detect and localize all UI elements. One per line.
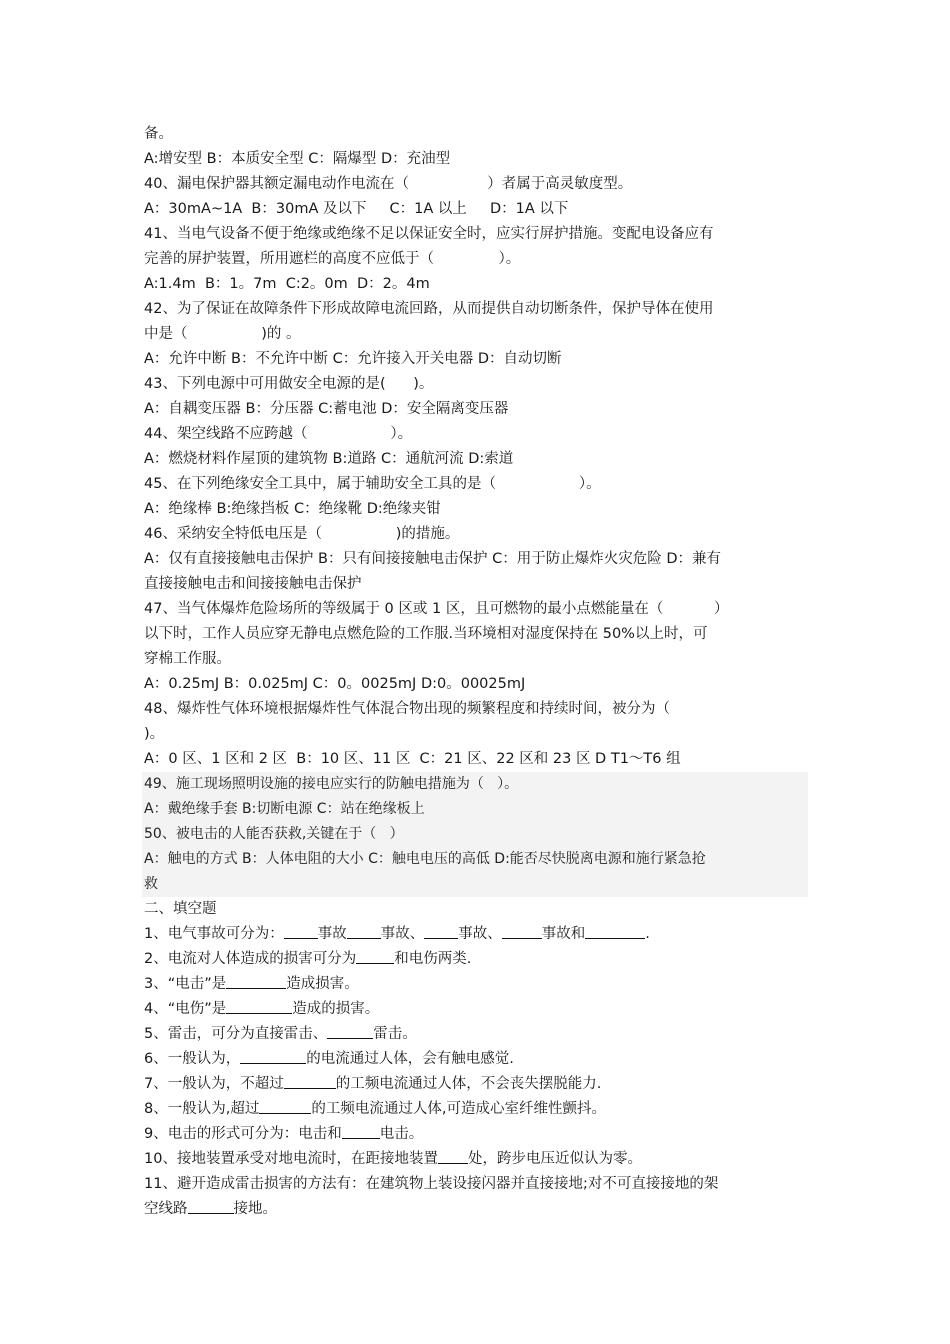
options-line: A：仅有直接接触电击保护 B：只有间接接触电击保护 C：用于防止爆炸火灾危险 D：兼有 [144,551,721,567]
options-line: A：绝缘棒 B:绝缘挡板 C：绝缘靴 D:绝缘夹钳 [144,501,441,517]
fill-question-5: 5、雷击，可分为直接雷击、 雷击。 [144,1022,808,1047]
question-47-cont: 穿棉工作服。 [144,651,231,667]
fill-question-10: 10、接地装置承受对地电流时，在距接地装置 处，跨步电压近似认为零。 [144,1147,808,1172]
answer-blank[interactable] [284,922,318,939]
text-line: 备。 [144,126,173,142]
question-41-cont: 完善的屏护装置，所用遮栏的高度不应低于（ ）。 [144,251,521,267]
answer-blank[interactable] [356,947,394,964]
document-body [144,122,808,1222]
highlighted-questions [142,772,808,897]
answer-blank[interactable] [585,922,645,939]
question-42: 42、为了保证在故障条件下形成故障电流回路，从而提供自动切断条件，保护导体在使用 [144,301,714,317]
answer-blank[interactable] [284,1072,336,1089]
answer-blank[interactable] [226,997,292,1014]
fill-question-7: 7、一般认为，不超过 的工频电流通过人体，不会丧失摆脱能力. [144,1072,808,1097]
question-49: 49、施工现场照明设施的接电应实行的防触电措施为（ ）。 [144,776,519,792]
question-48: 48、爆炸性气体环境根据爆炸性气体混合物出现的频繁程度和持续时间，被分为（ [144,701,670,717]
fill-in-section [144,897,808,1222]
options-line: A:1.4m B：1。7m C:2。0m D：2。4m [144,276,430,292]
options-line-cont: 救 [144,876,158,892]
options-line: A:增安型 B：本质安全型 C：隔爆型 D：充油型 [144,151,451,167]
question-47: 47、当气体爆炸危险场所的等级属于 0 区或 1 区，且可燃物的最小点燃能量在（ ） [144,601,729,617]
question-40: 40、漏电保护器其额定漏电动作电流在（ ）者属于高灵敏度型。 [144,176,633,192]
answer-blank[interactable] [502,922,542,939]
options-line: A：0.25mJ B：0.025mJ C：0。0025mJ D:0。00025mJ [144,676,526,692]
question-44: 44、架空线路不应跨越（ ）。 [144,426,413,442]
fill-question-11: 11、避开造成雷击损害的方法有：在建筑物上装设接闪器并直接接地;对不可直接接地的架 [144,1176,719,1192]
question-45: 45、在下列绝缘安全工具中，属于辅助安全工具的是（ ）。 [144,476,601,492]
fill-question-4: 4、“电伤”是 造成的损害。 [144,997,808,1022]
answer-blank[interactable] [424,922,458,939]
options-line: A：触电的方式 B：人体电阻的大小 C：触电电压的高低 D:能否尽快脱离电源和施行紧急抢 [144,851,706,867]
section-heading: 二、填空题 [144,901,217,917]
fill-question-6: 6、一般认为， 的电流通过人体，会有触电感觉. [144,1047,808,1072]
answer-blank[interactable] [327,1022,373,1039]
answer-blank[interactable] [342,1122,380,1139]
question-43: 43、下列电源中可用做安全电源的是( )。 [144,376,434,392]
fill-question-8: 8、一般认为,超过 的工频电流通过人体,可造成心室纤维性颤抖。 [144,1097,808,1122]
answer-blank[interactable] [259,1097,311,1114]
fill-question-3: 3、“电击”是 造成损害。 [144,972,808,997]
answer-blank[interactable] [347,922,381,939]
options-line: A：燃烧材料作屋顶的建筑物 B:道路 C：通航河流 D:索道 [144,451,514,467]
fill-question-1: 1、电气事故可分为： 事故 事故、 事故、 事故和 . [144,922,808,947]
options-line-cont: 直接接触电击和间接接触电击保护 [144,576,362,592]
options-line: A：自耦变压器 B：分压器 C:蓄电池 D：安全隔离变压器 [144,401,509,417]
question-46: 46、采纳安全特低电压是（ )的措施。 [144,526,460,542]
answer-blank[interactable] [226,972,286,989]
options-line: A：允许中断 B：不允许中断 C：允许接入开关电器 D：自动切断 [144,351,562,367]
answer-blank[interactable] [188,1197,234,1214]
question-50: 50、被电击的人能否获救,关键在于（ ） [144,826,404,842]
options-line: A：0 区、1 区和 2 区 B：10 区、11 区 C：21 区、22 区和 23 区 D T1～T6 组 [144,751,681,767]
options-line: A：30mA~1A B：30mA 及以下 C：1A 以上 D：1A 以下 [144,201,569,217]
options-line: A：戴绝缘手套 B:切断电源 C：站在绝缘板上 [144,801,425,817]
question-42-cont: 中是（ )的 。 [144,326,301,342]
answer-blank[interactable] [438,1147,468,1164]
multiple-choice-section [144,122,808,772]
question-48-cont: )。 [144,726,165,742]
answer-blank[interactable] [240,1047,306,1064]
fill-question-9: 9、电击的形式可分为：电击和 电击。 [144,1122,808,1147]
fill-question-11-cont: 空线路 接地。 [144,1197,808,1222]
question-41: 41、当电气设备不便于绝缘或绝缘不足以保证安全时，应实行屏护措施。变配电设备应有 [144,226,714,242]
fill-question-2: 2、电流对人体造成的损害可分为 和电伤两类. [144,947,808,972]
question-47-cont: 以下时，工作人员应穿无静电点燃危险的工作服.当环境相对湿度保持在 50%以上时，可 [144,626,708,642]
